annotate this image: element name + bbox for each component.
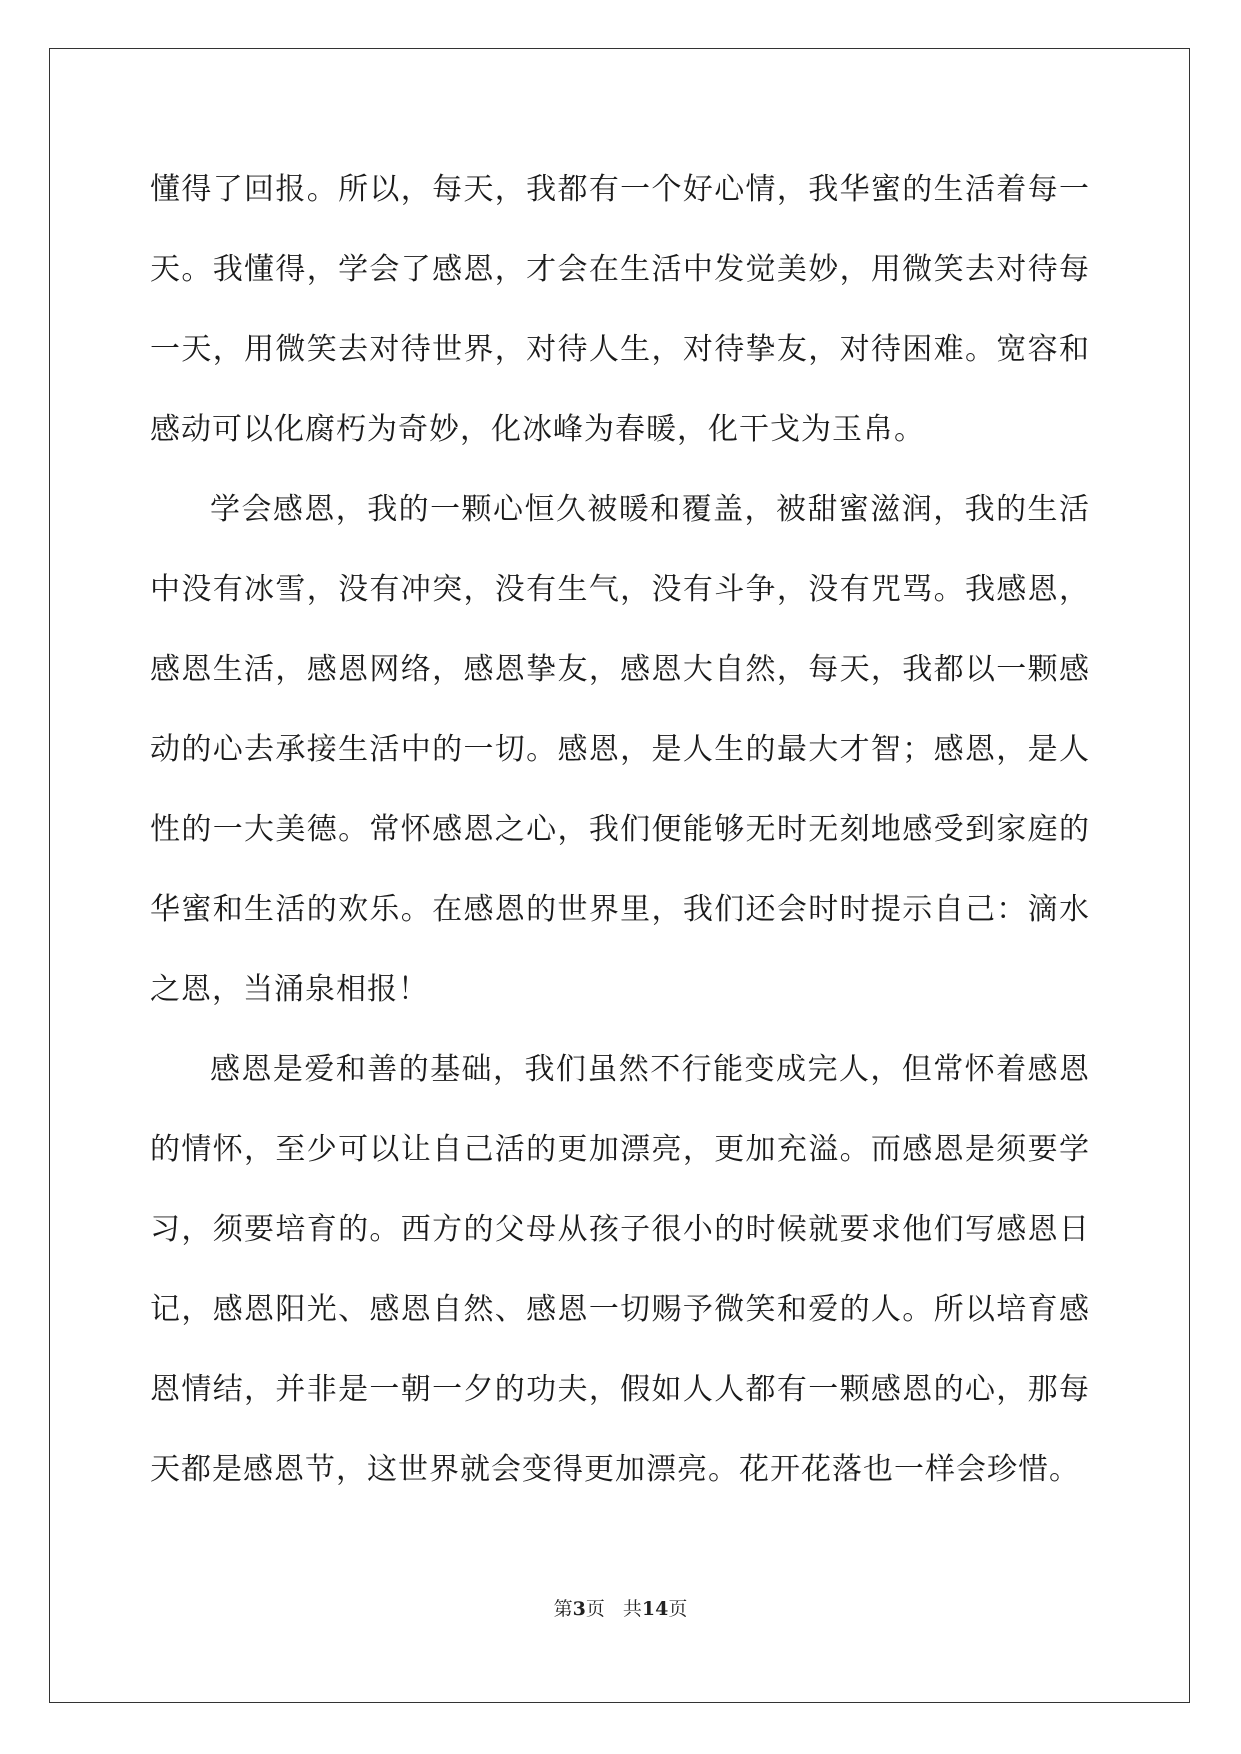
document-body (150, 150, 1090, 1510)
page-footer (0, 1594, 1241, 1621)
total-suffix: 页 (668, 1598, 688, 1620)
page-prefix: 第 (553, 1598, 573, 1620)
paragraph-2: 学会感恩，我的一颗心恒久被暖和覆盖，被甜蜜滋润，我的生活中没有冰雪，没有冲突，没有生气，没有斗争，没有咒骂。我感恩，感恩生活，感恩网络，感恩挚友，感恩大自然，每天，我都以一颗感动的心去承接生活中的一切。感恩，是人生的最大才智；感恩，是人性的一大美德。常怀感恩之心，我们便能够无时无刻地感受到家庭的华蜜和生活的欢乐。在感恩的世界里，我们还会时时提示自己：滴水之恩，当涌泉相报！ (150, 492, 1090, 1007)
paragraph-1: 懂得了回报。所以，每天，我都有一个好心情，我华蜜的生活着每一天。我懂得，学会了感恩，才会在生活中发觉美妙，用微笑去对待每一天，用微笑去对待世界，对待人生，对待挚友，对待困难。宽容和感动可以化腐朽为奇妙，化冰峰为春暖，化干戈为玉帛。 (150, 172, 1090, 447)
total-page-count: 14 (641, 1598, 669, 1620)
current-page-number: 3 (572, 1598, 586, 1620)
page-suffix: 页 (585, 1598, 605, 1620)
paragraph-3: 感恩是爱和善的基础，我们虽然不行能变成完人，但常怀着感恩的情怀，至少可以让自己活的更加漂亮，更加充溢。而感恩是须要学习，须要培育的。西方的父母从孩子很小的时候就要求他们写感恩日记，感恩阳光、感恩自然、感恩一切赐予微笑和爱的人。所以培育感恩情结，并非是一朝一夕的功夫，假如人人都有一颗感恩的心，那每天都是感恩节，这世界就会变得更加漂亮。花开花落也一样会珍惜。 (150, 1052, 1090, 1487)
total-prefix: 共 (622, 1598, 642, 1620)
